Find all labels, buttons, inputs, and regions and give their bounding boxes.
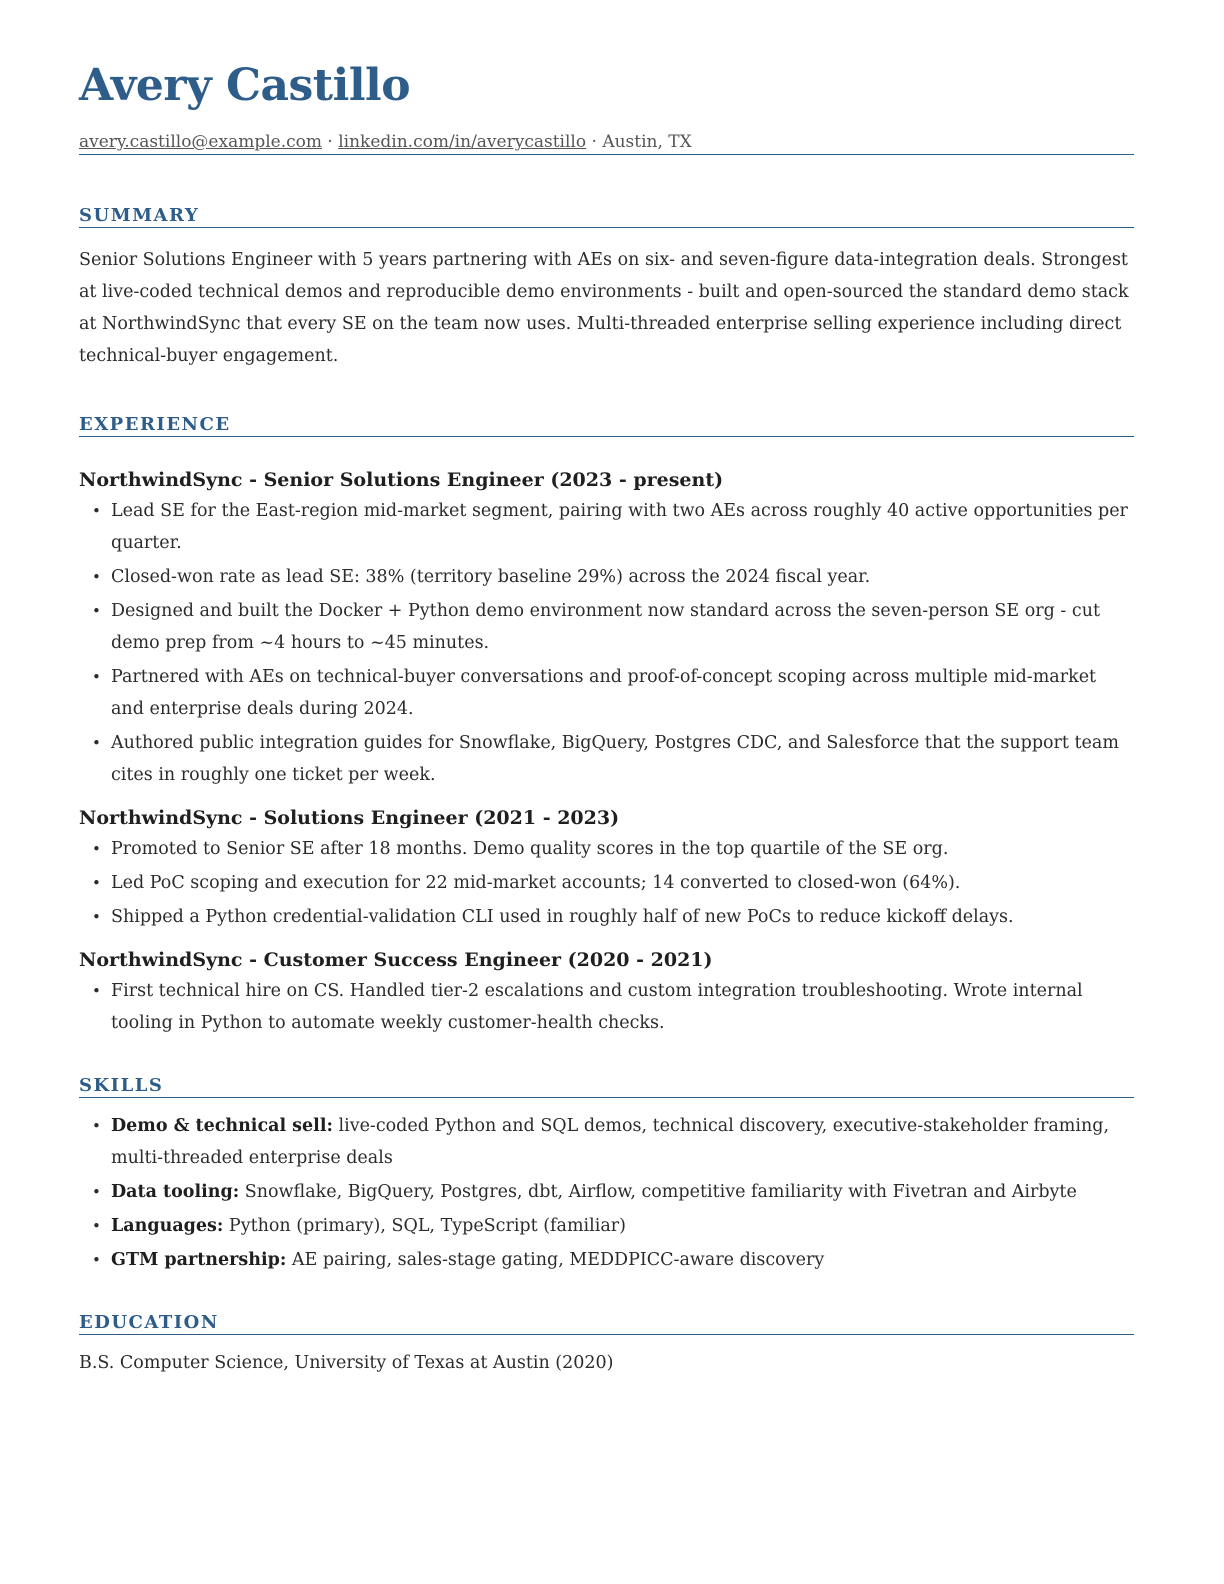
skill-text: live-coded Python and SQL demos, technical discovery, executive-stakeholder framing, multi-threaded enterprise deals (111, 1116, 1110, 1168)
job-bullet: • Partnered with AEs on technical-buyer conversations and proof-of-concept scoping across multiple mid-market and enterprise deals during 2024. (111, 661, 1134, 725)
skill-label: Languages: (111, 1216, 224, 1236)
job-bullet: • Led PoC scoping and execution for 22 mid-market accounts; 14 converted to closed-won (64%). (111, 867, 1134, 899)
education-entry: B.S. Computer Science, University of Texas at Austin (2020) (79, 1353, 614, 1373)
job-bullet: • First technical hire on CS. Handled tier-2 escalations and custom integration troubleshooting. Wrote internal tooling in Python to automate weekly customer-health checks. (111, 975, 1134, 1039)
education-heading: EDUCATION (79, 1312, 1134, 1335)
job-bullet: • Shipped a Python credential-validation CLI used in roughly half of new PoCs to reduce kickoff delays. (111, 901, 1134, 933)
skill-text: Snowflake, BigQuery, Postgres, dbt, Airflow, competitive familiarity with Fivetran and Airbyte (239, 1182, 1077, 1202)
job-heading: NorthwindSync - Senior Solutions Engineer (2023 - present) (79, 469, 724, 491)
location-text: Austin, TX (602, 132, 692, 152)
job-bullet: • Authored public integration guides for Snowflake, BigQuery, Postgres CDC, and Salesforce that the support team cites in roughly one ticket per week. (111, 727, 1134, 791)
job-heading: NorthwindSync - Customer Success Engineer (2020 - 2021) (79, 949, 713, 971)
job-heading: NorthwindSync - Solutions Engineer (2021 - 2023) (79, 807, 620, 829)
job-bullets (79, 833, 1134, 933)
job-entry (79, 805, 1134, 933)
skill-label: GTM partnership: (111, 1250, 287, 1270)
summary-text: Senior Solutions Engineer with 5 years partnering with AEs on six- and seven-figure data-integration deals. Strongest at live-coded technical demos and reproducible demo environments - built and open-sourced the standard demo stack at NorthwindSync that every SE on the team now uses. Multi-threaded enterprise selling experience including direct technical-buyer engagement. (79, 250, 1129, 366)
skill-label: Data tooling: (111, 1182, 240, 1202)
skill-text: Python (primary), SQL, TypeScript (familiar) (223, 1216, 626, 1236)
skill-label: Demo & technical sell: (111, 1116, 333, 1136)
skill-item (111, 1210, 1134, 1242)
job-bullets (79, 975, 1134, 1039)
skill-item (111, 1110, 1134, 1174)
job-bullet: • Designed and built the Docker + Python demo environment now standard across the seven-person SE org - cut demo prep from ~4 hours to ~45 minutes. (111, 595, 1134, 659)
email-link[interactable]: avery.castillo@example.com (79, 132, 322, 152)
skill-item (111, 1244, 1134, 1276)
job-bullet: • Lead SE for the East-region mid-market segment, pairing with two AEs across roughly 40 active opportunities per quarter. (111, 495, 1134, 559)
job-entry (79, 947, 1134, 1039)
contact-separator: · (322, 132, 339, 152)
summary-heading: SUMMARY (79, 205, 1134, 228)
linkedin-link[interactable]: linkedin.com/in/averycastillo (338, 132, 587, 152)
candidate-name: Avery Castillo (79, 60, 411, 111)
contact-separator: · (586, 132, 603, 152)
contact-line (79, 130, 1134, 155)
job-bullets (79, 495, 1134, 791)
skills-heading: SKILLS (79, 1075, 1134, 1098)
experience-heading: EXPERIENCE (79, 414, 1134, 437)
job-bullet: • Closed-won rate as lead SE: 38% (territory baseline 29%) across the 2024 fiscal year. (111, 561, 1134, 593)
skills-list (79, 1110, 1134, 1276)
job-entry (79, 467, 1134, 791)
skill-text: AE pairing, sales-stage gating, MEDDPICC-aware discovery (286, 1250, 825, 1270)
skill-item (111, 1176, 1134, 1208)
job-bullet: • Promoted to Senior SE after 18 months. Demo quality scores in the top quartile of the SE org. (111, 833, 1134, 865)
